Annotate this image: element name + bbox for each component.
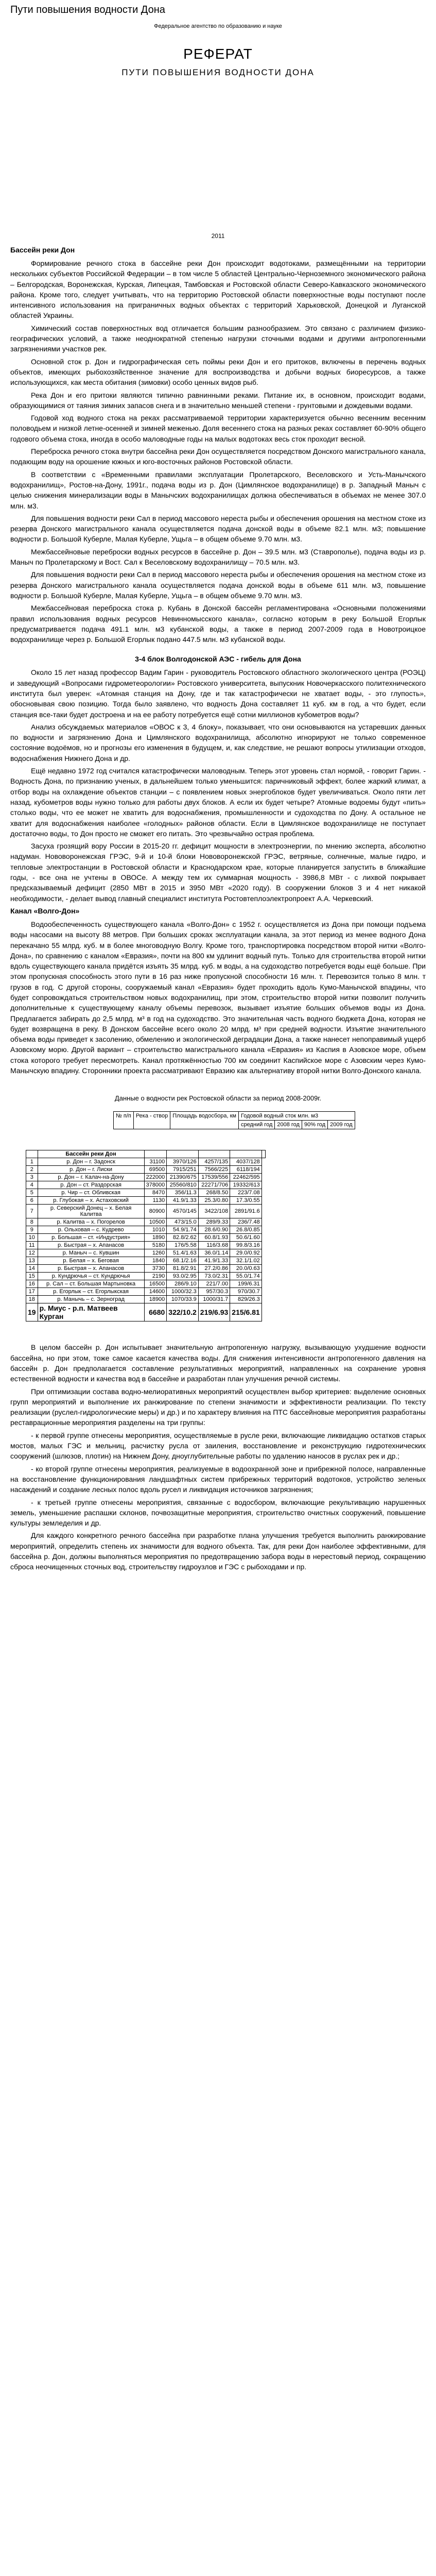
row-2008-runoff: 116/3.68 — [198, 1242, 230, 1249]
water-data-table-body — [26, 1158, 266, 1321]
row-avg-runoff: 7915/251 — [167, 1166, 199, 1174]
row-index: 19 — [26, 1303, 38, 1321]
don-basin-paragraph: Основной сток р. Дон и гидрографическая сеть поймы реки Дон и его притоков, включены в перечень водных объектов, имеющих рыбохозяйственное значение для воспроизводства и добычи водных биоресурсов, а также использующихся, как места обитания (зимовки) особо ценных видов рыб. — [10, 357, 426, 387]
row-river-name: р. Дон – ст. Раздорская — [38, 1181, 144, 1189]
row-2008-runoff: 60.8/1.93 — [198, 1234, 230, 1242]
row-avg-runoff: 356/11.3 — [167, 1189, 199, 1197]
row-index: 7 — [26, 1205, 38, 1218]
row-index: 1 — [26, 1158, 38, 1166]
row-2009-runoff: 19332/613 — [230, 1181, 262, 1189]
table-row — [26, 1303, 266, 1321]
don-basin-paragraph: Межбассейновая переброска стока р. Кубань в Донской бассейн регламентирована «Основными положениями правил использования водных ресурсов Невинномысского канала», согласно которым в реку Большой Егорлык предусматривается подача 491.1 млн. м3 кубанской воды, а также в период 2007-2009 года в Новотроицкое водохранилище через р. Большой Егорлык подано 447.5 млн. м3 кубанской воды. — [10, 604, 426, 644]
row-river-name: р. Дон – г. Лиски — [38, 1166, 144, 1174]
row-area: 1890 — [144, 1234, 167, 1242]
row-river-name: р. Северский Донец – х. Белая Калитва — [38, 1205, 144, 1218]
row-area: 69500 — [144, 1166, 167, 1174]
row-2008-runoff: 3422/108 — [198, 1205, 230, 1218]
t2-header-c5 — [230, 1150, 262, 1158]
row-2008-runoff: 268/8.50 — [198, 1189, 230, 1197]
row-area: 1130 — [144, 1197, 167, 1205]
table-row — [26, 1218, 266, 1226]
don-basin-paragraph: Переброска речного стока внутри бассейна реки Дон осуществляется посредством Донского магистрального канала, подающим воду на орошение южных и юго-восточных районов Ростовской области. — [10, 447, 426, 466]
row-avg-runoff: 68.1/2.16 — [167, 1257, 199, 1265]
section-volgo-don-body — [10, 919, 426, 1076]
table-row — [26, 1296, 266, 1303]
row-river-name: р. Миус - р.п. Матвеев Курган — [38, 1303, 144, 1321]
col-90pct: 90% год — [302, 1121, 327, 1129]
row-river-name: р. Быстрая – х. Апанасов — [38, 1242, 144, 1249]
table-row — [26, 1174, 266, 1181]
row-avg-runoff: 3970/126 — [167, 1158, 199, 1166]
section-conclusions-body — [10, 1342, 426, 1572]
npp-paragraph: Засуха грозящий вору России в 2015-20 гг. дефицит мощности в электроэнергии, по мнению эксперта, абсолютно надуман. Нововоронежская ГРЭС, 9-й и 10-й блоки Нововоронежской ГРЭС, ветряные, солнечные, малые гидро, и тепловые электростанции в Ростовской области и Краснодарском крае, которые планируется запустить в ближайшие годы, - все она не учтены в ОВОСе. А между тем их суммарная мощность - 3986,8 МВт - с лихвой покрывает предсказываемый дефицит (2850 МВт в 2015 и 3950 МВт «2020 году). В сооружении блоков 3 и 4 нет никакой необходимости, - делает вывод главный специалист института Ростовтеплоэлектропроект А.А. Черкевский. — [10, 842, 426, 903]
table-row — [26, 1166, 266, 1174]
t2-header-c3 — [167, 1150, 199, 1158]
row-2008-runoff: 17539/556 — [198, 1174, 230, 1181]
don-basin-paragraph: Для повышения водности реки Сал в период массового нереста рыбы и обеспечения орошения на местном стоке из резерва Донского магистрального канала осуществляется подача донской воды в объеме 611 млн. м3, повышение водности р. Большой Куберле, Малая Куберле, Ущьга – в общем объеме 9.70 млн. м3. — [10, 570, 426, 600]
table-row — [26, 1158, 266, 1166]
row-index: 15 — [26, 1273, 38, 1280]
row-2008-runoff: 221/7.00 — [198, 1280, 230, 1288]
row-2008-runoff: 4257/135 — [198, 1158, 230, 1166]
section-npp-body — [10, 667, 426, 904]
row-avg-runoff: 1070/33.9 — [167, 1296, 199, 1303]
row-area: 14600 — [144, 1288, 167, 1296]
page-header-title: Пути повышения водности Дона — [10, 4, 165, 15]
conclusions-paragraph: При оптимизации состава водно-мелиоративных мероприятий осуществлен выбор критериев: выделение основных групп мероприятий и выполнение их ранжирование по степени значимости и эффективности реализации. По тексту реализации (руслел-гидрологические меры) и др.) и по характеру влияния на ПТС бассейновые мероприятия разработаны реставрационные мероприятия разделены на три группы: — [10, 1387, 426, 1427]
section-title-npp: 3-4 блок Волгодонской АЭС - гибель для Дона — [135, 655, 301, 664]
row-2008-runoff: 25.3/0.80 — [198, 1197, 230, 1205]
t2-header-basin: Бассейн реки Дон — [38, 1150, 144, 1158]
npp-paragraph: Анализ обсуждаемых материалов «ОВОС к 3, 4 блоку», показывает, что они основываются на устаревших данных по водности и загрязнению Дона и Цимлянского водохранилища, абсолютно игнорируют не только современное состояние водоёмов, но и прогнозы его изменения в будущем, и, как следствие, не решают вопросы утилизации отходов, водоснабжения Нижнего Дона и др. — [10, 722, 426, 762]
table-row — [26, 1234, 266, 1242]
row-area: 80900 — [144, 1205, 167, 1218]
col-avg-year: средний год — [238, 1121, 274, 1129]
row-avg-runoff: 81.8/2.91 — [167, 1265, 199, 1273]
don-basin-paragraph: Межбассейновые переброски водных ресурсов в бассейне р. Дон – 39.5 млн. м3 (Ставрополье), подача воды из р. Маныч по Пролетарскому и Вост. Сал к Веселовскому водохранилищу – 70.5 млн. м3. — [10, 547, 426, 567]
t2-header-c2 — [144, 1150, 167, 1158]
row-2008-runoff: 22271/706 — [198, 1181, 230, 1189]
row-2009-runoff: 215/6.81 — [230, 1303, 262, 1321]
row-2009-runoff: 2891/91.6 — [230, 1205, 262, 1218]
row-2009-runoff: 20.0/0.63 — [230, 1265, 262, 1273]
row-2009-runoff: 829/26.3 — [230, 1296, 262, 1303]
row-river-name: р. Маныч – с. Кувшин — [38, 1249, 144, 1257]
row-area: 16500 — [144, 1280, 167, 1288]
volgo-don-paragraph: Водообеспеченность существующего канала «Волго-Дон» с 1952 г. осуществляется из Дона при помощи подъема воды насосами на высоту 88 метров. При больших сроках эксплуатации канала, за этот период из менее водного Дона перекачано 55 млрд. куб. м в более многоводную Волгу. Кроме того, транспортировка посредством второй нитки «Волго-Дона», по сравнению с каналом «Евразия», почти на 800 км удлинит водный путь. Только для строительства второй нитки вдоль существующего канала придётся изъять 35 млрд. куб. м воды, а на судоходство потребуется воды ещё больше. При этом пропускная способность этого пути в 16 раз ниже пропускной способности 16 млн. т. Перевозится только 8 млн. т грузов в год. С другой стороны, сооружаемый канал «Евразия» будет проходить вдоль Кумо-Манычской впадины, что будет сопровождаться строительством новых водохранилищ, при этом, строительство второй нитки позволит получить дополнительные к существующему каналу объемы перевозок, вызывает изъятие больших объемов воды из Дона. Предлагается забирать до 2,5 млрд. м³ в год на судоходство. Это значительная часть водного бюджета Дона, которая не будет возвращена в реку. В Донском бассейне всего около 20 млрд. м³ при средней водности. Изъятие значительного объема воды приведет к засолению, обмелению и экологической деградации Дона, а также нанесет непоправимый ущерб Азовскому морю. Другой вариант – строительство магистрального канала «Евразия» из Каспия в Азовское море, объем стока которого требует пересмотреть. Канал протяжённостью 700 км соединит Каспийское море с Азовским через Кумо-Манычскую впадину. Сторонники проекта рассматривают Евразию как альтернативу второй нитки Волго-Донского канала. — [10, 920, 426, 1075]
row-index: 17 — [26, 1288, 38, 1296]
don-basin-paragraph: Формирование речного стока в бассейне реки Дон происходит водотоками, размещёнными на территории нескольких субъектов Российской Федерации – в том числе 5 областей Центрально-Черноземного экономического района – Белгородская, Воронежская, Курская, Липецкая, Тамбовская и Ростовской области Северо-Кавказского экономического района. Кроме того, следует учитывать, что на территорию Ростовской области поверхностные воды поступают после интенсивного использования на приграничных водных объектах с территорий Харьковской, Донецкой и Луганской областей Украины. — [10, 259, 426, 320]
row-2008-runoff: 1000/31.7 — [198, 1296, 230, 1303]
row-river-name: р. Дон – г. Задонск — [38, 1158, 144, 1166]
row-avg-runoff: 4570/145 — [167, 1205, 199, 1218]
row-2009-runoff: 55.0/1.74 — [230, 1273, 262, 1280]
row-river-name: р. Манычь – с. Зерноград — [38, 1296, 144, 1303]
row-area: 31100 — [144, 1158, 167, 1166]
t2-header-c4 — [198, 1150, 230, 1158]
table-row — [26, 1288, 266, 1296]
table-row — [26, 1205, 266, 1218]
row-avg-runoff: 41.9/1.33 — [167, 1197, 199, 1205]
row-2009-runoff: 32.1/1.02 — [230, 1257, 262, 1265]
row-avg-runoff: 473/15.0 — [167, 1218, 199, 1226]
row-index: 18 — [26, 1296, 38, 1303]
npp-paragraph: Около 15 лет назад профессор Вадим Гарин - руководитель Ростовского областного экологического центра (РОЭЦ) и заведующий «Вопросами гидрометеорологии» Ростовского университета, выпускник Новочеркасского политехнического института был уверен: «Атомная станция на Дону, где и так катастрофически не хватает воды, - это глупость», обосновывая свою позицию. Тогда было заявлено, что водность Дона составляет 11 куб. км в год, а что будет, если станция все-таки будет достроена и на ее работу потребуется ещё сотни миллионов кубометров воды? — [10, 668, 426, 719]
row-area: 222000 — [144, 1174, 167, 1181]
row-avg-runoff: 93.0/2.95 — [167, 1273, 199, 1280]
row-2008-runoff: 219/6.93 — [198, 1303, 230, 1321]
row-index: 5 — [26, 1189, 38, 1197]
conclusions-paragraph: - к третьей группе отнесены мероприятия, связанные с водосбором, включающие рекультивацию нарушенных земель, уменьшение распашки склонов, почвозащитные мероприятия, строительство очистных сооружений, повышение культуры земледелия и др. — [10, 1498, 426, 1528]
col-2008: 2008 год — [275, 1121, 302, 1129]
row-2008-runoff: 41.9/1.33 — [198, 1257, 230, 1265]
section-title-volgo-don: Канал «Волго-Дон» — [10, 906, 80, 915]
col-runoff-header: Годовой водный сток млн. м3 — [238, 1112, 355, 1121]
document-type: РЕФЕРАТ — [183, 46, 253, 62]
row-index: 6 — [26, 1197, 38, 1205]
row-2009-runoff: 26.8/0.85 — [230, 1226, 262, 1234]
table-row — [26, 1189, 266, 1197]
conclusions-paragraph: Для каждого конкретного речного бассейна при разработке плана улучшения требуется выполнить ранжирование мероприятий, определить степень их значимости для водного объекта. Так, для реки Дон наиболее эффективными, для бассейна р. Дон, должны выполняться мероприятия по предотвращению забора воды в нерестовый период, сокращению сброса неочищенных сточных вод, строительству гидроузлов и ГЭС с рыбоходами и пр. — [10, 1531, 426, 1571]
row-river-name: р. Ольховая – с. Кудрево — [38, 1226, 144, 1234]
table-row — [26, 1242, 266, 1249]
col-2009: 2009 год — [328, 1121, 355, 1129]
row-index: 4 — [26, 1181, 38, 1189]
row-avg-runoff: 25560/810 — [167, 1181, 199, 1189]
row-index: 2 — [26, 1166, 38, 1174]
row-index: 16 — [26, 1280, 38, 1288]
row-area: 5180 — [144, 1242, 167, 1249]
row-river-name: р. Егорлык – ст. Егорлыкская — [38, 1288, 144, 1296]
row-river-name: р. Большая – ст. «Индустрия» — [38, 1234, 144, 1242]
table-row — [26, 1280, 266, 1288]
npp-paragraph: Ещё недавно 1972 год считался катастрофически маловодным. Теперь этот уровень стал нормой, - говорит Гарин. - Водность Дона, по признанию ученых, в дальнейшем только уменьшится: паричниковый эффект, более жаркий климат, а отбор воды на охлаждение объектов станции – с появлением новых энергоблоков будет увеличиваться. Около пяти лет назад, кубометров воды нужно только для работы двух блоков. А если их будет четыре? Атомные водоемы будут «пить» столько воды, что ее может не хватить для водоснабжения, промышленности и судоходства по Дону. А остальное не хватит для водоснабжения наиболее «голодных» районов области. Если в Цимлянское водохранилище не поступает достаточно воды, то Дон просто не сможет его питать. Это чрезвычайно острая проблема. — [10, 767, 426, 838]
row-river-name: р. Сал – ст. Большая Мартыновка — [38, 1280, 144, 1288]
row-area: 8470 — [144, 1189, 167, 1197]
row-river-name: р. Калитва – х. Погорелов — [38, 1218, 144, 1226]
row-index: 9 — [26, 1226, 38, 1234]
conclusions-paragraph: - к первой группе отнесены мероприятия, осуществляемые в русле реки, включающие ликвидацию остатков старых мостов, малых ГЭС и мельниц, расчистку русла от заиления, восстановление и реконструкцию гидротехнических сооружений (шлюзов, плотин) на Нижнем Дону, дноуглубительные работы по удалению наносов в руслах рек и др.; — [10, 1431, 426, 1461]
row-index: 8 — [26, 1218, 38, 1226]
agency-name: Федеральное агентство по образованию и науке — [154, 23, 282, 29]
row-area: 1260 — [144, 1249, 167, 1257]
row-river-name: р. Глубокая – х. Астаховский — [38, 1197, 144, 1205]
section-title-don-basin: Бассейн реки Дон — [10, 246, 75, 254]
row-2009-runoff: 29.0/0.92 — [230, 1249, 262, 1257]
row-index: 3 — [26, 1174, 38, 1181]
row-river-name: р. Дон – г. Калач-на-Дону — [38, 1174, 144, 1181]
row-avg-runoff: 1000/32.3 — [167, 1288, 199, 1296]
row-index: 14 — [26, 1265, 38, 1273]
table-row — [26, 1197, 266, 1205]
row-2009-runoff: 223/7.08 — [230, 1189, 262, 1197]
row-river-name: р. Кундрючья – ст. Кундрючья — [38, 1273, 144, 1280]
row-avg-runoff: 286/9.10 — [167, 1280, 199, 1288]
row-2008-runoff: 7566/225 — [198, 1166, 230, 1174]
row-area: 2190 — [144, 1273, 167, 1280]
section-don-basin-body — [10, 258, 426, 645]
row-2009-runoff: 99.8/3.16 — [230, 1242, 262, 1249]
row-2009-runoff: 970/30.7 — [230, 1288, 262, 1296]
don-basin-paragraph: Для повышения водности реки Сал в период массового нереста рыбы и обеспечения орошения на местном стоке из резерва Донского магистрального канала осуществляется подача донской воды в объеме 82.1 млн. м3; повышение водности р. Большой Куберле, Малая Куберле, Ущьга – в общем объеме 9.70 млн. м3. — [10, 514, 426, 544]
t2-header-c6 — [261, 1150, 265, 1158]
row-avg-runoff: 21390/675 — [167, 1174, 199, 1181]
document-year: 2011 — [211, 232, 225, 240]
col-river-header: Река - створ — [133, 1112, 170, 1129]
don-basin-paragraph: Годовой ход водного стока на реках рассматриваемой территории характеризуется обычно весенним весенним половодьем и низкой летне-осенней и зимней меженью. Доля весеннего стока на разных реках составляет 60-90% общего годового объема стока, иногда в особо маловодные годы на малых водотоках весь сток проходит весной. — [10, 414, 426, 443]
row-river-name: р. Белая – х. Беговая — [38, 1257, 144, 1265]
row-area: 1010 — [144, 1226, 167, 1234]
row-river-name: р. Чир – ст. Обливская — [38, 1189, 144, 1197]
table-row — [26, 1181, 266, 1189]
table-row — [26, 1249, 266, 1257]
water-data-header-table — [113, 1111, 355, 1129]
row-index: 12 — [26, 1249, 38, 1257]
row-area: 18900 — [144, 1296, 167, 1303]
don-basin-paragraph: В соответствии с «Временными правилами эксплуатации Пролетарского, Веселовского и Усть-Манычского водохранилищ», Ростов-на-Дону, 1991г., подача воды из р. Дон (Цимлянское водохранилище) в р. Западный Маныч с целью снижения минерализации воды в Манычских водохранилищах должна обеспечиваться в объемах не менее 307.0 млн. м3. — [10, 470, 426, 510]
table-row — [26, 1226, 266, 1234]
row-area: 378000 — [144, 1181, 167, 1189]
table-row — [26, 1273, 266, 1280]
row-2008-runoff: 73.0/2.31 — [198, 1273, 230, 1280]
row-2008-runoff: 36.0/1.14 — [198, 1249, 230, 1257]
water-data-table — [26, 1150, 266, 1321]
row-area: 1840 — [144, 1257, 167, 1265]
document-subject: ПУТИ ПОВЫШЕНИЯ ВОДНОСТИ ДОНА — [121, 67, 315, 77]
row-river-name: р. Быстрая – х. Апанасов — [38, 1265, 144, 1273]
t2-header-idx — [26, 1150, 38, 1158]
row-2008-runoff: 28.6/0.90 — [198, 1226, 230, 1234]
row-area: 10500 — [144, 1218, 167, 1226]
row-2008-runoff: 289/9.33 — [198, 1218, 230, 1226]
row-2009-runoff: 50.6/1.60 — [230, 1234, 262, 1242]
table-row — [26, 1257, 266, 1265]
row-index: 13 — [26, 1257, 38, 1265]
row-2009-runoff: 236/7.48 — [230, 1218, 262, 1226]
row-2009-runoff: 199/6.31 — [230, 1280, 262, 1288]
conclusions-paragraph: - ко второй группе отнесены мероприятия, реализуемые в водоохранной зоне и прибрежной полосе, направленные на восстановление функционирования ландшафтных систем прибрежных территорий водотоков, устройство зеленых насаждений и создание лесных полос вдоль русел и ликвидация источников загрязнения; — [10, 1464, 426, 1494]
table-caption: Данные о водности рек Ростовской области за период 2008-2009г. — [114, 1094, 322, 1103]
row-avg-runoff: 82.8/2.62 — [167, 1234, 199, 1242]
row-avg-runoff: 51.4/1.63 — [167, 1249, 199, 1257]
row-2009-runoff: 17.3/0.55 — [230, 1197, 262, 1205]
conclusions-paragraph: В целом бассейн р. Дон испытывает значительную антропогенную нагрузку, вызывающую ухудшение водности бассейна, но при этом, тоже самое касается качества воды. Для снижения интенсивности антропогенного давления на бассейн р. Дон предполагается составление результативных мероприятий, направленных на сохранение уровня естественной водности и качества вод в бассейне и разработан план улучшения речной системы. — [10, 1343, 426, 1383]
col-area-header: Площадь водосбора, км — [170, 1112, 239, 1129]
row-2009-runoff: 6118/194 — [230, 1166, 262, 1174]
row-index: 11 — [26, 1242, 38, 1249]
col-index-header: № п/п — [114, 1112, 134, 1129]
don-basin-paragraph: Река Дон и его притоки являются типично равнинными реками. Питание их, в основном, происходит водами, образующимися от таяния зимних запасов снега и в значительно меньшей степени - грунтовыми и дождевыми водами. — [10, 391, 426, 410]
table-row — [26, 1265, 266, 1273]
row-avg-runoff: 54.9/1.74 — [167, 1226, 199, 1234]
row-2009-runoff: 4037/128 — [230, 1158, 262, 1166]
row-avg-runoff: 176/5.58 — [167, 1242, 199, 1249]
row-area: 6680 — [144, 1303, 167, 1321]
row-avg-runoff: 322/10.2 — [167, 1303, 199, 1321]
row-2008-runoff: 957/30.3 — [198, 1288, 230, 1296]
don-basin-paragraph: Химический состав поверхностных вод отличается большим разнообразием. Это связано с различием физико-географических условий, а также неоднократной степенью нагрузки сточными водами и другими антропогенными загрязнениями участков рек. — [10, 324, 426, 353]
row-index: 10 — [26, 1234, 38, 1242]
row-2008-runoff: 27.2/0.86 — [198, 1265, 230, 1273]
row-area: 3730 — [144, 1265, 167, 1273]
row-2009-runoff: 22462/595 — [230, 1174, 262, 1181]
